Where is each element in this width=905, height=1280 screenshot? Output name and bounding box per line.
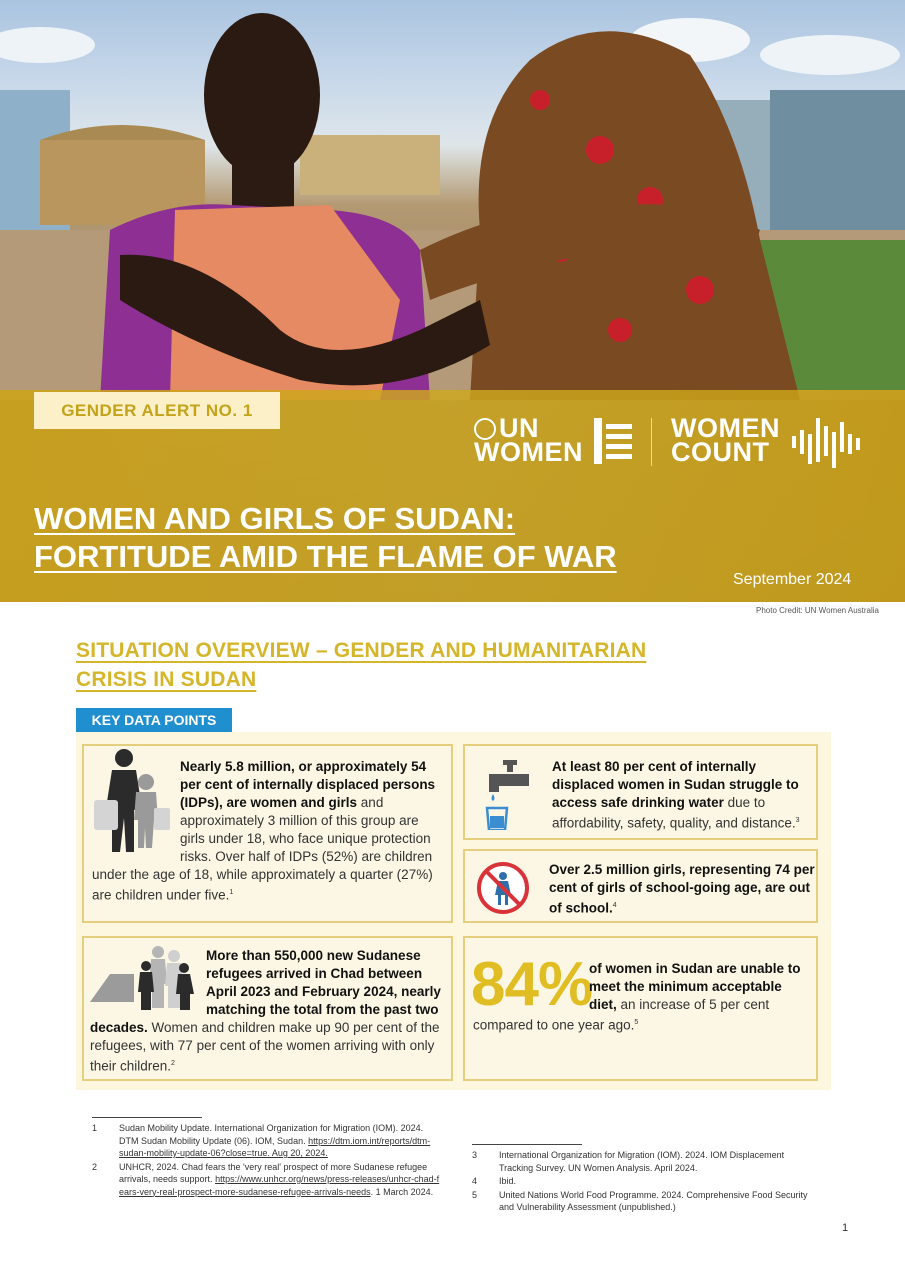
women-count-bars-icon [790,412,860,472]
no-school-icon [476,861,530,915]
school-data-card: Over 2.5 million girls, representing 74 per cent of girls of school-going age, are out of school.$^4$ [463,849,818,923]
report-title: WOMEN AND GIRLS OF SUDAN: FORTITUDE AMID THE FLAME OF WAR [34,501,617,574]
women-count-logo: WOMEN COUNT [671,413,780,467]
footnote-3: 3 International Organization for Migration (IOM). 2024. IOM Displacement Tracking Survey. UN Women Analysis. April 2024. [472,1150,785,1173]
logo-divider [651,418,652,466]
footnote-4: 4 Ibid. [472,1176,517,1186]
un-women-mark-icon [594,418,632,464]
gender-alert-badge: GENDER ALERT NO. 1 [34,392,280,429]
woman-and-child-icon [88,748,174,854]
footnotes-right [472,1149,812,1215]
footnote-2: 2 UNHCR, 2024. Chad fears the 'very real' prospect of more Sudanese refugee arrivals, needs support. https://www.unhcr.org/news/press-releases/unhcr-chad-fears-very-real-prospect-more-sudanese-refugee-arrivals-needs. 1 March 2024. [92,1161,440,1197]
water-data-card: At least 80 per cent of internally displaced women in Sudan struggle to access safe drinking water due to affordability, safety, quality, and distance.$^3$ [463,744,818,840]
report-date: September 2024 [733,571,852,588]
idp-data-card: Nearly 5.8 million, or approximately 54 per cent of internally displaced persons (IDPs), are women and girls and approximately 3 million of this group are girls under 18, who face unique protection risks. Over half of IDPs (52%) are children under the age of 18, while approximately a quarter (27%) are children under five.$^1$ [82,744,453,923]
footnote-rule-right [472,1144,582,1145]
diet-percentage: 84% [471,950,593,1019]
footnote-1-link[interactable]: https://dtm.iom.int/reports/dtm-sudan-mobility-update-06?close=true. Aug 20, 2024. [119,1135,431,1158]
page-number: 1 [842,1222,849,1234]
photo-credit: Photo Credit: UN Women Australia [755,606,879,615]
footnotes-left [92,1122,442,1199]
section-title: SITUATION OVERVIEW – GENDER AND HUMANITARIAN CRISIS IN SUDAN [76,639,647,691]
water-tap-icon [485,756,535,830]
footnote-1: 1 Sudan Mobility Update. International Organization for Migration (IOM). 2024. DTM Sudan Mobility Update (06). IOM, Sudan. https://dtm.iom.int/reports/dtm-sudan-mobility-update-06?close=true. Aug 20, 2024. [92,1123,431,1158]
diet-data-card: 84% of women in Sudan are unable to meet the minimum acceptable diet, an increase of 5 per cent compared to one year ago.$^5$ [463,936,818,1081]
refugee-family-icon [90,944,202,1014]
refugees-data-card: More than 550,000 new Sudanese refugees arrived in Chad between April 2023 and February 2024, nearly matching the total from the past two decades. Women and children make up 90 per cent of the refugees, with 77 per cent of the women arriving with only their children.$^2$ [82,936,453,1081]
footnote-rule-left [92,1117,202,1118]
footnote-2-link[interactable]: https://www.unhcr.org/news/press-releases/unhcr-chad-fears-very-real-prospect-more-sudanese-refugee-arrivals-needs [119,1174,440,1197]
key-data-points-label: KEY DATA POINTS [76,708,232,732]
un-women-logo: UN WOMEN [474,413,583,467]
footnote-5: 5 United Nations World Food Programme. 2024. Comprehensive Food Security and Vulnerability Assessment (unpublished.) [472,1189,808,1212]
